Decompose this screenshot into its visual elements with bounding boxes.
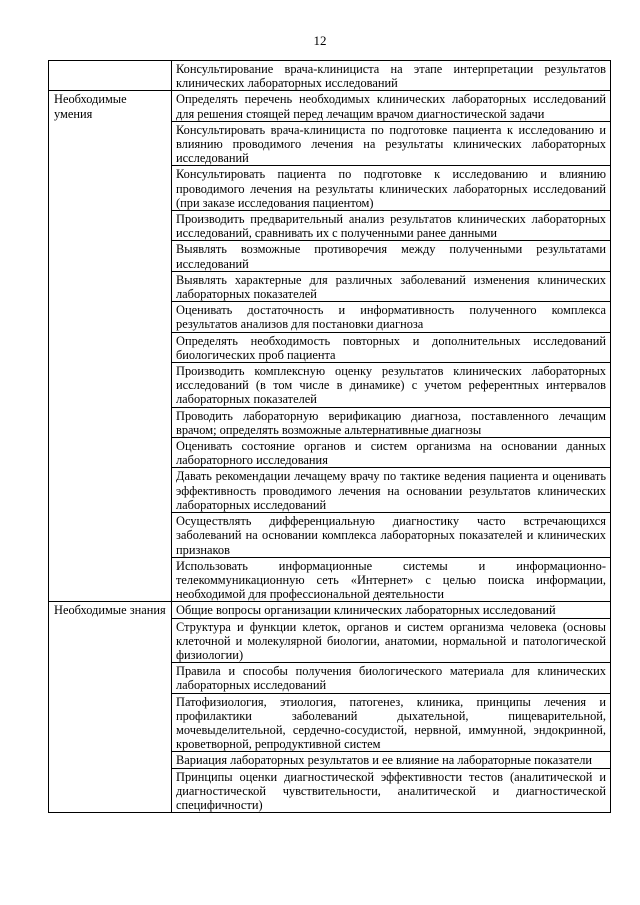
row-text: Общие вопросы организации клинических лабораторных исследований: [172, 602, 611, 618]
row-label: [49, 121, 172, 166]
row-text: Консультирование врача-клинициста на этапе интерпретации результатов клинических лабораторных исследований: [172, 61, 611, 91]
row-label: [49, 302, 172, 332]
row-label: [49, 166, 172, 211]
table-row: [49, 663, 611, 693]
row-label: [49, 407, 172, 437]
row-text: Консультировать пациента по подготовке к исследованию и влиянию проводимого лечения на результаты клинических лабораторных исследований (при заказе исследования пациентом): [172, 166, 611, 211]
row-text: Принципы оценки диагностической эффективности тестов (аналитической и диагностической чувствительности, аналитической и диагностической специфичности): [172, 768, 611, 813]
table-row: [49, 618, 611, 663]
row-text: Определять перечень необходимых клинических лабораторных исследований для решения стоящей перед лечащим врачом диагностической задачи: [172, 91, 611, 121]
row-label: [49, 363, 172, 408]
row-text: Проводить лабораторную верификацию диагноза, поставленного лечащим врачом; определять возможные альтернативные диагнозы: [172, 407, 611, 437]
row-label: [49, 768, 172, 813]
table-row: [49, 407, 611, 437]
row-label: [49, 332, 172, 362]
table-row: [49, 693, 611, 752]
row-label: [49, 438, 172, 468]
table-row: [49, 211, 611, 241]
table-row: [49, 768, 611, 813]
row-text: Оценивать достаточность и информативность полученного комплекса результатов анализов для постановки диагноза: [172, 302, 611, 332]
competency-table: [48, 60, 611, 813]
row-text: Патофизиология, этиология, патогенез, клиника, принципы лечения и профилактики заболеваний дыхательной, пищеварительной, мочевыделительной, сердечно-сосудистой, нервной, иммунной, эндокринной, кроветворной, репродуктивной систем: [172, 693, 611, 752]
row-text: Определять необходимость повторных и дополнительных исследований биологических проб пациента: [172, 332, 611, 362]
row-label: [49, 693, 172, 752]
row-label: Необходимые знания: [49, 602, 172, 618]
row-text: Правила и способы получения биологического материала для клинических лабораторных исследований: [172, 663, 611, 693]
row-label: [49, 513, 172, 558]
row-text: Использовать информационные системы и информационно-телекоммуникационную сеть «Интернет» с целью поиска информации, необходимой для профессиональной деятельности: [172, 557, 611, 602]
row-text: Производить комплексную оценку результатов клинических лабораторных исследований (в том числе в динамике) с учетом референтных интервалов лабораторных показателей: [172, 363, 611, 408]
row-text: Структура и функции клеток, органов и систем организма человека (основы клеточной и молекулярной биологии, анатомии, нормальной и патологической физиологии): [172, 618, 611, 663]
row-label: [49, 752, 172, 768]
row-text: Вариация лабораторных результатов и ее влияние на лабораторные показатели: [172, 752, 611, 768]
table-row: [49, 332, 611, 362]
row-label: [49, 241, 172, 271]
row-label: [49, 211, 172, 241]
table-row: [49, 271, 611, 301]
table-row: [49, 513, 611, 558]
row-text: Осуществлять дифференциальную диагностику часто встречающихся заболеваний на основании комплекса лабораторных показателей и клинических признаков: [172, 513, 611, 558]
row-label: Необходимые умения: [49, 91, 172, 121]
row-text: Консультировать врача-клинициста по подготовке пациента к исследованию и влиянию проводимого лечения на результаты клинических лабораторных исследований: [172, 121, 611, 166]
table-row: [49, 166, 611, 211]
row-label: [49, 557, 172, 602]
table-row: [49, 602, 611, 618]
row-label: [49, 271, 172, 301]
table-row: [49, 752, 611, 768]
table-row: [49, 241, 611, 271]
row-label: [49, 61, 172, 91]
page-number: 12: [313, 33, 327, 48]
row-text: Оценивать состояние органов и систем организма на основании данных лабораторного исследования: [172, 438, 611, 468]
row-label: [49, 618, 172, 663]
row-text: Выявлять характерные для различных заболеваний изменения клинических лабораторных показателей: [172, 271, 611, 301]
table-row: [49, 468, 611, 513]
table-row: [49, 61, 611, 91]
table-row: [49, 557, 611, 602]
row-text: Выявлять возможные противоречия между полученными результатами исследований: [172, 241, 611, 271]
row-text: Производить предварительный анализ результатов клинических лабораторных исследований, сравнивать их с полученными ранее данными: [172, 211, 611, 241]
table-row: [49, 438, 611, 468]
row-text: Давать рекомендации лечащему врачу по тактике ведения пациента и оценивать эффективность проводимого лечения на основании результатов клинических лабораторных исследований: [172, 468, 611, 513]
table-row: [49, 302, 611, 332]
table-row: [49, 91, 611, 121]
table-row: [49, 363, 611, 408]
row-label: [49, 663, 172, 693]
table-row: [49, 121, 611, 166]
row-label: [49, 468, 172, 513]
